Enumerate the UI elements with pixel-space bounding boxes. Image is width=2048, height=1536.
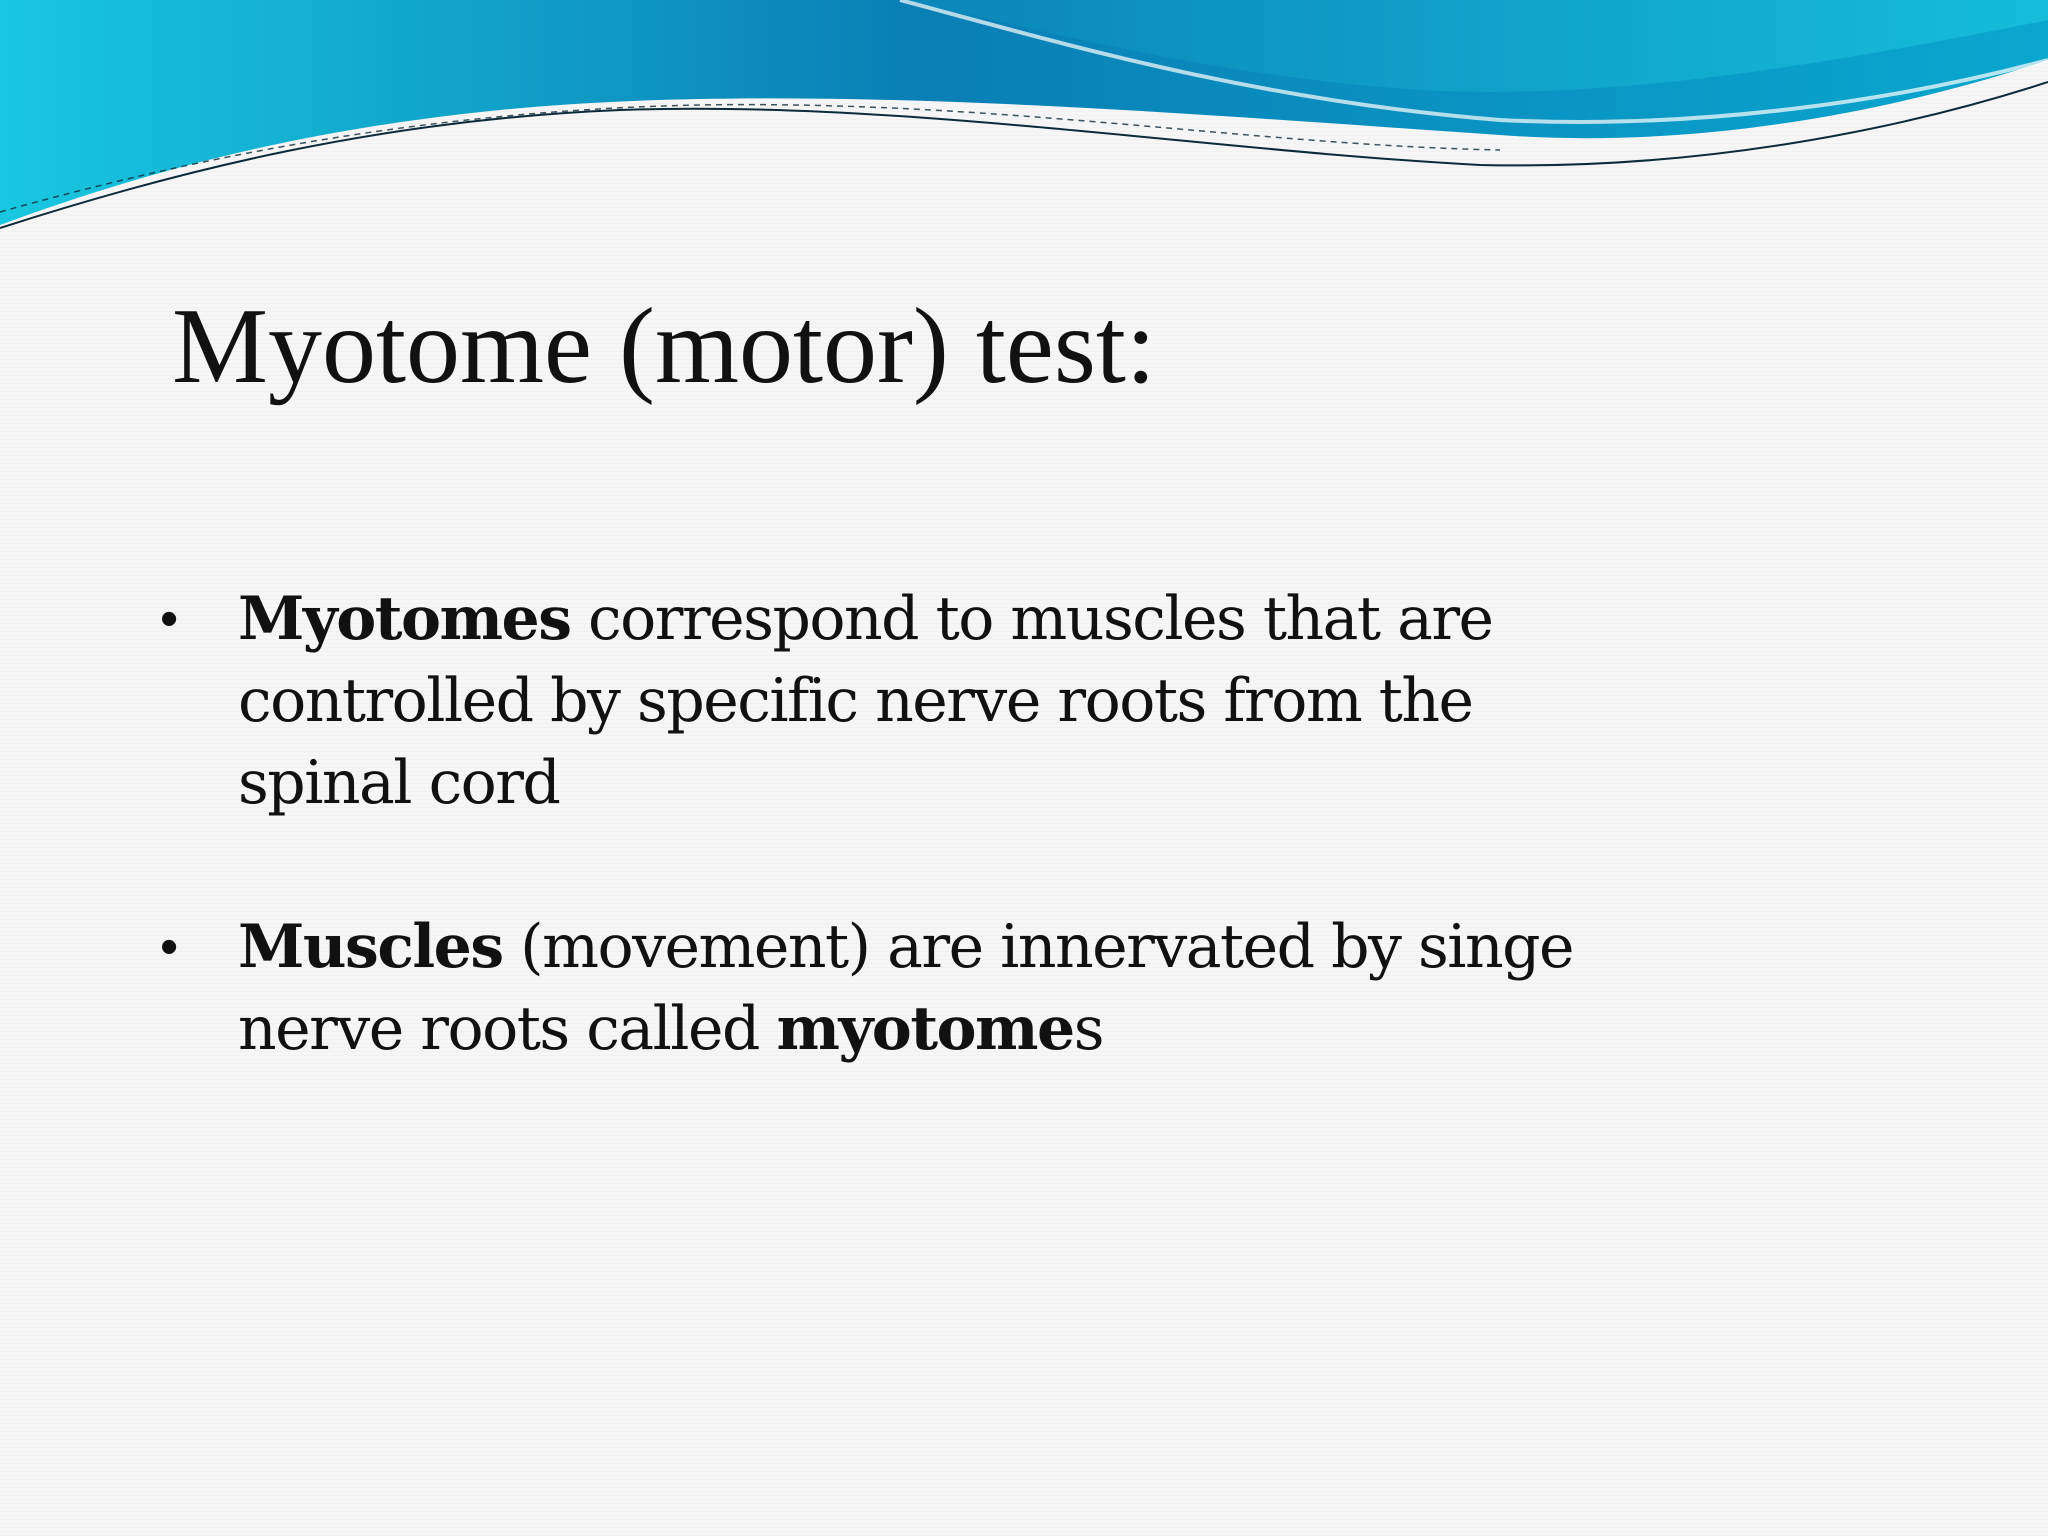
bullet-text-after: s <box>1073 994 1104 1064</box>
bullet-list <box>160 578 1660 1152</box>
bullet-item-myotomes <box>160 578 1660 824</box>
bullet-bold-term: myotome <box>776 994 1074 1064</box>
bullet-text: correspond to muscles that are controlled by specific nerve roots from the spinal cord <box>238 584 1493 818</box>
bullet-bold-lead: Myotomes <box>238 584 571 654</box>
bullet-text-before: (movement) are innervated by singe nerve roots called <box>238 912 1574 1064</box>
bullet-dot: • <box>160 590 177 648</box>
bullet-item-muscles <box>160 906 1660 1070</box>
header-wave-decoration <box>0 0 2048 240</box>
bullet-bold-lead: Muscles <box>238 912 503 982</box>
slide-title: Myotome (motor) test: <box>172 287 1156 406</box>
bullet-dot: • <box>160 918 177 976</box>
